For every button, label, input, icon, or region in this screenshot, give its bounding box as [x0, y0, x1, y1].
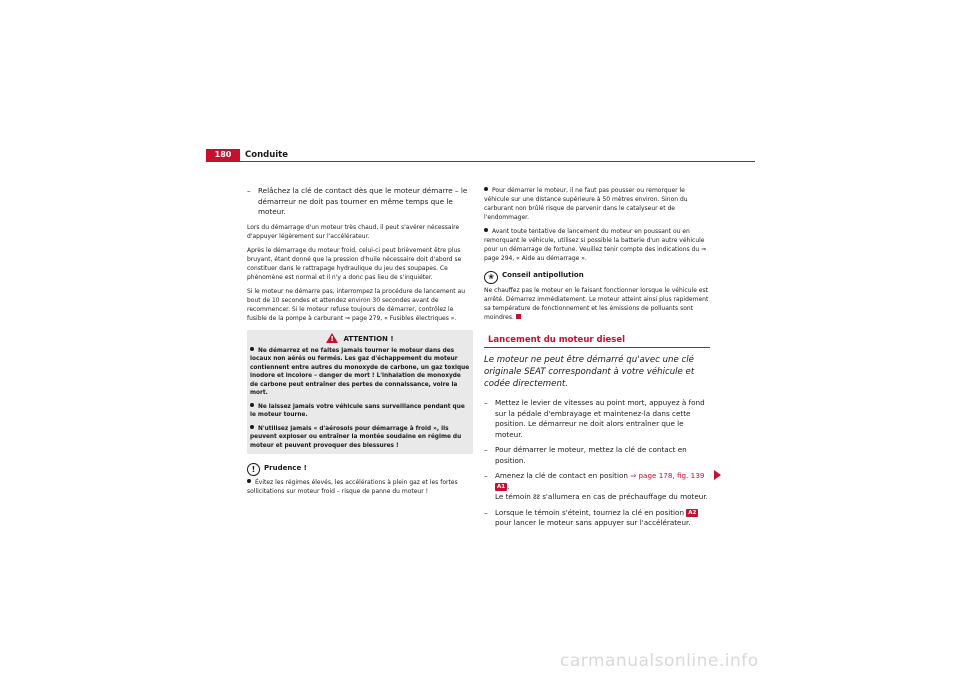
dash-marker: –	[247, 186, 251, 195]
section-title: Lancement du moteur diesel	[488, 335, 626, 345]
step-text: .	[507, 481, 510, 491]
step-key-position	[484, 445, 710, 466]
step-text: Mettez le levier de vitesses au point mort, appuyez à fond sur la pédale d'embrayage et maintenez-la dans cette position. Le démarreur ne doit alors entraîner que le moteur.	[495, 398, 705, 439]
warning-item-text: Ne démarrez et ne faites jamais tourner le moteur dans des locaux non aérés ou fermés. Les gaz d'échappement du moteur contiennent entre autres du monoxyde de carbone, un gaz toxique inodore et incolore – danger de mort ! L'inhalation de monoxyde de carbone peut entraîner des pertes de connaissance, voire la mort.	[250, 347, 470, 396]
bullet-icon	[484, 187, 488, 191]
step-neutral-gear	[484, 398, 710, 440]
warning-title: ATTENTION !	[343, 334, 394, 343]
continue-arrow-icon	[714, 470, 721, 480]
warning-item	[250, 425, 470, 451]
section-rule	[484, 347, 710, 348]
running-head: Conduite	[245, 150, 289, 160]
section-intro: Le moteur ne peut être démarré qu'avec une clé originale SEAT correspondant à votre véhicule et codée directement.	[484, 355, 695, 389]
bullet-push-start	[484, 186, 710, 222]
environment-text	[484, 286, 710, 322]
left-column	[247, 186, 473, 501]
warning-item	[250, 403, 470, 420]
position-badge-a2: A2	[688, 509, 697, 516]
end-of-section-marker	[516, 314, 521, 319]
paragraph-text: Si le moteur ne démarre pas, interrompez la procédure de lancement au bout de 10 secondes et attendez environ 30 secondes avant de recommencer. Si le moteur refuse toujours de démarrer, contrôlez le fusible de la pompe à carburant	[247, 287, 466, 322]
dash-marker: –	[484, 507, 488, 517]
bullet-icon	[484, 228, 488, 232]
bullet-text: Avant toute tentative de lancement du moteur en poussant ou en remorquant le véhicule, utilisez si possible la batterie d'un autre véhicule pour un démarrage de fortune. Veuillez tenir compte des indications du	[484, 228, 705, 253]
step-text: pour lancer le moteur sans appuyer sur l'accélérateur.	[495, 518, 691, 527]
step-crank	[484, 508, 710, 529]
page-reference-link[interactable]: ⇒ page 294, « Aide au démarrage ».	[484, 246, 707, 262]
bullet-icon	[250, 403, 254, 407]
step-text: Relâchez la clé de contact dès que le moteur démarre – le démarreur ne doit pas tourner en même temps que le moteur.	[258, 186, 468, 216]
step-text: Le témoin	[495, 492, 534, 501]
paragraph-cold-engine: Après le démarrage du moteur froid, celui-ci peut brièvement être plus bruyant, étant donné que la pression d'huile nécessaire doit d'abord se constituer dans le rattrapage hydraulique du jeu des soupapes. Ce phénomène est normal et il n'y a donc pas lieu de s'inquiéter.	[247, 246, 462, 281]
environment-body: Ne chauffez pas le moteur en le faisant fonctionner lorsque le véhicule est arrêté. Démarrez immédiatement. Le moteur atteint ainsi plus rapidement sa température de fonctionnement et les émissions de polluants sont moindres.	[484, 287, 709, 321]
warning-item	[250, 347, 470, 398]
bullet-icon	[250, 347, 254, 351]
bullet-icon	[247, 479, 251, 483]
page-number: 180	[214, 150, 232, 159]
warning-item-text: N'utilisez jamais « d'aérosols pour démarrage à froid », ils peuvent exploser ou entraîner la montée soudaine en régime du moteur et peuvent provoquer des blessures !	[250, 425, 462, 449]
step-text: Pour démarrer le moteur, mettez la clé de contact en position.	[495, 445, 687, 465]
warning-item-text: Ne laissez jamais votre véhicule sans surveillance pendant que le moteur tourne.	[250, 403, 465, 418]
step-text: s'allumera en cas de préchauffage du moteur.	[539, 492, 708, 501]
warning-triangle-icon: !	[326, 333, 338, 343]
right-column	[484, 186, 710, 534]
warning-header	[250, 333, 470, 345]
environment-header	[484, 269, 710, 284]
caution-header	[247, 462, 473, 476]
bullet-icon	[250, 425, 254, 429]
header-rule	[206, 161, 755, 162]
paragraph-no-start	[247, 287, 473, 323]
dash-marker: –	[484, 471, 488, 480]
glow-plug-icon: ᴤᴤ	[533, 492, 540, 501]
watermark: carmanualsonline.info	[560, 651, 759, 671]
caution-item	[247, 478, 473, 496]
dash-marker: –	[484, 398, 488, 407]
step-preheat	[484, 471, 710, 503]
figure-reference-link[interactable]: ⇒ page 178, fig. 139	[630, 471, 705, 480]
warning-box	[247, 330, 473, 455]
caution-item-text: Évitez les régimes élevés, les accélérations à plein gaz et les fortes sollicitations sur moteur froid – risque de panne du moteur !	[247, 479, 458, 495]
step-text: Lorsque le témoin s'éteint, tournez la clé en position	[495, 507, 687, 517]
position-badge-a1: A1	[497, 483, 506, 490]
page-reference-link[interactable]: ⇒ page 279, « Fusibles électriques ».	[345, 314, 457, 322]
step-release-key	[247, 186, 473, 218]
caution-title: Prudence !	[264, 464, 307, 472]
bullet-jump-start	[484, 227, 710, 263]
environment-title: Conseil antipollution	[502, 271, 584, 279]
environment-icon: ❀	[484, 271, 498, 284]
step-text: Amenez la clé de contact en position	[495, 471, 631, 480]
paragraph-hot-engine: Lors du démarrage d'un moteur très chaud, il peut s'avérer nécessaire d'appuyer légèrement sur l'accélérateur.	[247, 223, 460, 240]
bullet-text: Pour démarrer le moteur, il ne faut pas pousser ou remorquer le véhicule sur une distance supérieure à 50 mètres environ. Sinon du carburant non brûlé risque de parvenir dans le catalyseur et de l'endommager.	[484, 187, 688, 221]
dash-marker: –	[484, 445, 488, 454]
caution-icon: !	[247, 463, 260, 476]
